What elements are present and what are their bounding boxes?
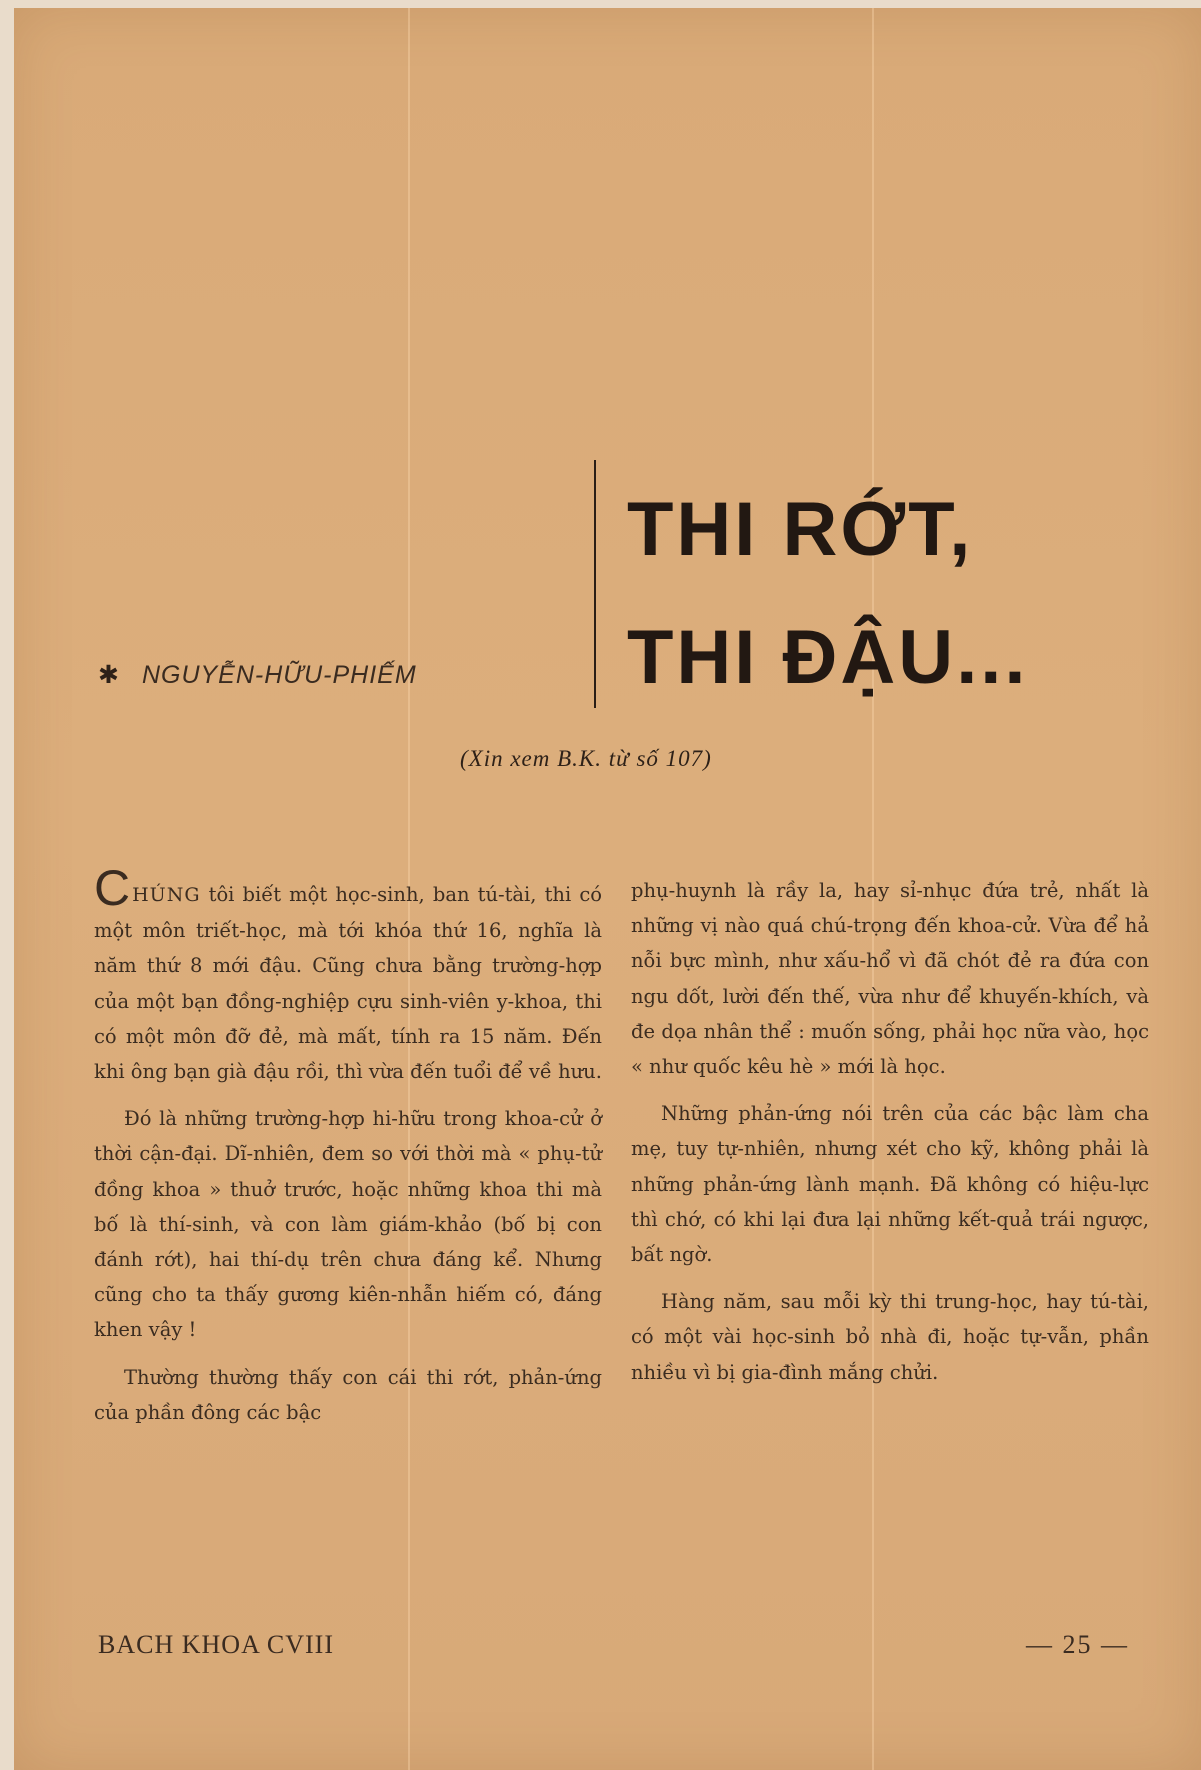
paragraph <box>94 860 602 1089</box>
journal-footer: BACH KHOA CVIII <box>98 1630 334 1659</box>
left-text-column <box>94 860 602 1442</box>
author-byline <box>98 660 417 690</box>
article-title-line-1: THI RỚT, <box>627 487 974 572</box>
page-number: — 25 — <box>1026 1630 1129 1659</box>
star-icon: ✱ <box>98 661 120 689</box>
paragraph: Thường thường thấy con cái thi rớt, phản-ứng của phần đông các bậc <box>94 1365 602 1424</box>
series-note: (Xin xem B.K. từ số 107) <box>460 746 712 771</box>
title-divider-rule <box>594 460 596 708</box>
paragraph: Đó là những trường-hợp hi-hữu trong khoa-cử ở thời cận-đại. Dĩ-nhiên, đem so với thời mà « phụ-tử đồng khoa » thuở trước, hoặc những khoa thi mà bố là thí-sinh, và con làm giám-khảo (bố bị con đánh rớt), hai thí-dụ trên chưa đáng kể. Nhưng cũng cho ta thấy gương kiên-nhẫn hiếm có, đáng khen vậy ! <box>94 1107 602 1342</box>
drop-cap: C <box>94 860 131 916</box>
article-title-line-2: THI ĐẬU... <box>627 615 1029 700</box>
right-text-column <box>631 873 1149 1402</box>
paragraph-lead-word: HÚNG <box>132 884 201 906</box>
author-name: NGUYỄN-HỮU-PHIẾM <box>141 661 417 689</box>
paragraph: phụ-huynh là rầy la, hay sỉ-nhục đứa trẻ, nhất là những vị nào quá chú-trọng đến khoa-cử. Vừa để hả nỗi bực mình, như xấu-hổ vì đã chót đẻ ra đứa con ngu dốt, lười đến thế, vừa như để khuyến-khích, và đe dọa nhân thể : muốn sống, phải học nữa vào, học « như quốc kêu hè » mới là học. <box>631 879 1149 1079</box>
paragraph-text: tôi biết một học-sinh, ban tú-tài, thi có một môn triết-học, mà tới khóa thứ 16, nghĩa là năm thứ 8 mới đậu. Cũng chưa bằng trường-hợp của một bạn đồng-nghiệp cựu sinh-viên y-khoa, thi có một môn đỡ đẻ, mà mất, tính ra 15 năm. Đến khi ông bạn già đậu rồi, thì vừa đến tuổi để về hưu. <box>94 883 602 1084</box>
paragraph: Những phản-ứng nói trên của các bậc làm cha mẹ, tuy tự-nhiên, nhưng xét cho kỹ, không phải là những phản-ứng lành mạnh. Đã không có hiệu-lực thì chớ, có khi lại đưa lại những kết-quả trái ngược, bất ngờ. <box>631 1102 1149 1267</box>
magazine-page <box>14 8 1201 1770</box>
paragraph: Hàng năm, sau mỗi kỳ thi trung-học, hay tú-tài, có một vài học-sinh bỏ nhà đi, hoặc tự-vẫn, phần nhiều vì bị gia-đình mắng chửi. <box>631 1290 1149 1384</box>
